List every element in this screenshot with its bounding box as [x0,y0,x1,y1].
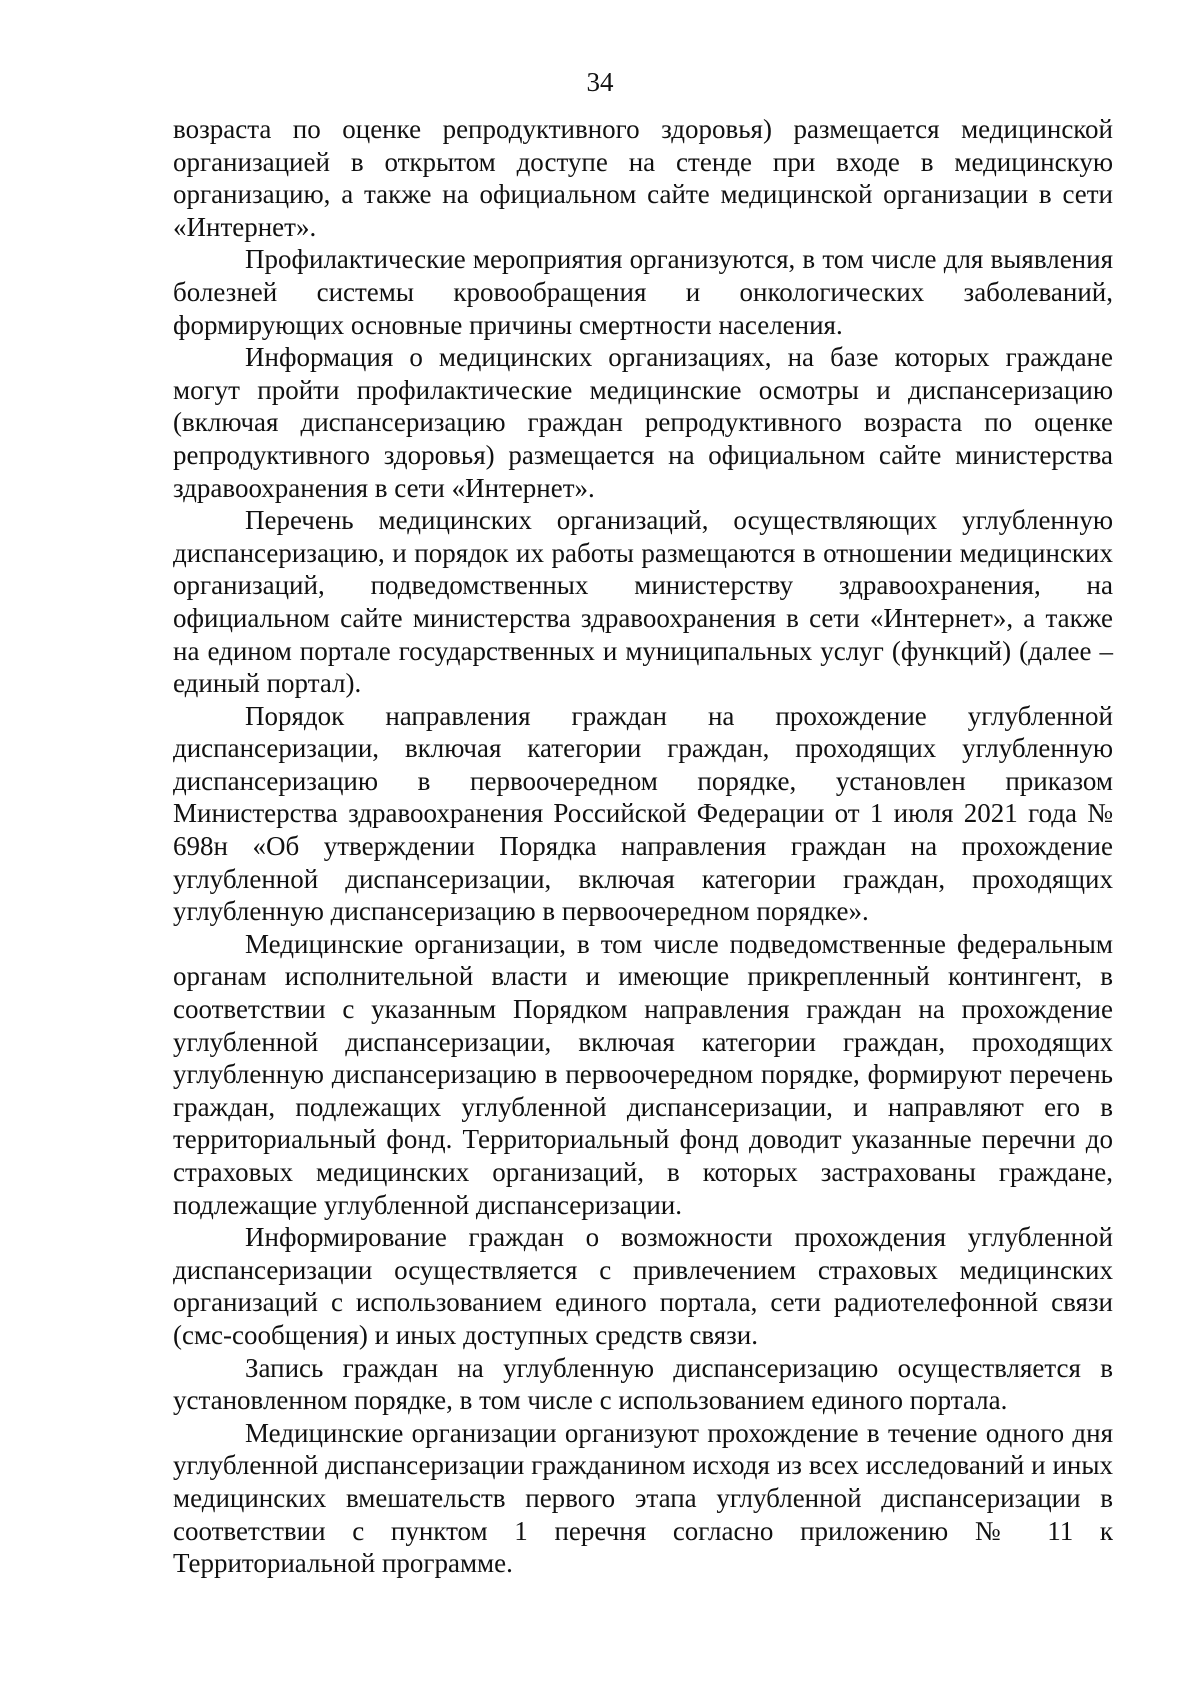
document-body [173,113,1113,1580]
paragraph-organizations-list: Перечень медицинских организаций, осуществляющих углубленную диспансеризацию, и порядок их работы размещаются в отношении медицинских организаций, подведомственных министерству здравоохранения, на официальном сайте министерства здравоохранения в сети «Интернет», а также на едином портале государственных и муниципальных услуг (функций) (далее – единый портал). [173,505,1113,699]
paragraph-continuation: возраста по оценке репродуктивного здоровья) размещается медицинской организацией в открытом доступе на стенде при входе в медицинскую организацию, а также на официальном сайте медицинской организации в сети «Интернет». [173,114,1113,242]
paragraph-medical-organizations: Медицинские организации, в том числе подведомственные федеральным органам исполнительной власти и имеющие прикрепленный контингент, в соответствии с указанным Порядком направления граждан на прохождение углубленной диспансеризации, включая категории граждан, проходящих углубленную диспансеризацию в первоочередном порядке, формируют перечень граждан, подлежащих углубленной диспансеризации, и направляют его в территориальный фонд. Территориальный фонд доводит указанные перечни до страховых медицинских организаций, в которых застрахованы граждане, подлежащие углубленной диспансеризации. [173,928,1113,1220]
paragraph-prevention-events: Профилактические мероприятия организуются, в том числе для выявления болезней системы кровообращения и онкологических заболеваний, формирующих основные причины смертности населения. [173,244,1113,340]
page-number: 34 [586,67,614,97]
paragraph-organizations-info: Информация о медицинских организациях, на базе которых граждане могут пройти профилактические медицинские осмотры и диспансеризацию (включая диспансеризацию граждан репродуктивного возраста по оценке репродуктивного здоровья) размещается на официальном сайте министерства здравоохранения в сети «Интернет». [173,342,1113,503]
paragraph-citizen-informing: Информирование граждан о возможности прохождения углубленной диспансеризации осуществляется с привлечением страховых медицинских организаций с использованием единого портала, сети радиотелефонной связи (смс-сообщения) и иных доступных средств связи. [173,1222,1113,1350]
paragraph-referral-procedure: Порядок направления граждан на прохождение углубленной диспансеризации, включая категории граждан, проходящих углубленную диспансеризацию в первоочередном порядке, установлен приказом Министерства здравоохранения Российской Федерации от 1 июля 2021 года № 698н «Об утверждении Порядка направления граждан на прохождение углубленной диспансеризации, включая категории граждан, проходящих углубленную диспансеризацию в первоочередном порядке». [173,700,1113,927]
paragraph-one-day-examination: Медицинские организации организуют прохождение в течение одного дня углубленной диспансеризации гражданином исходя из всех исследований и иных медицинских вмешательств первого этапа углубленной диспансеризации в соответствии с пунктом 1 перечня согласно приложению № 11 к Территориальной программе. [173,1417,1113,1579]
paragraph-registration: Запись граждан на углубленную диспансеризацию осуществляется в установленном порядке, в том числе с использованием единого портала. [173,1352,1113,1416]
